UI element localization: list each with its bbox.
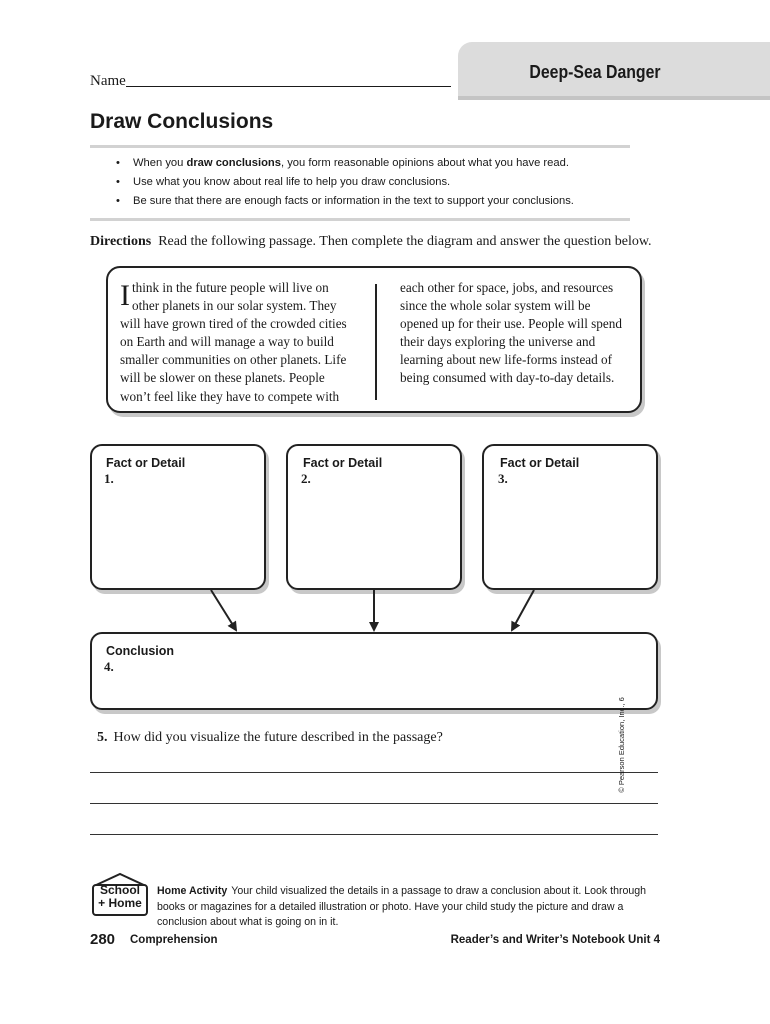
question-5: 5. How did you visualize the future described in the passage?	[97, 730, 443, 745]
page-number: 280	[90, 931, 116, 948]
bullet-item: • Use what you know about real life to help you draw conclusions.	[116, 173, 574, 192]
footer-section: Comprehension	[130, 934, 218, 946]
fact-box-2[interactable]: Fact or Detail 2.	[286, 444, 462, 590]
directions: Directions Read the following passage. Then complete the diagram and answer the question below.	[90, 234, 652, 249]
bullet-item: • Be sure that there are enough facts or information in the text to support your conclusions.	[116, 192, 574, 211]
answer-line[interactable]	[90, 772, 658, 773]
story-title: Deep-Sea Danger	[529, 62, 661, 82]
passage-right-column: each other for space, jobs, and resources since the whole solar system will be opened up for their use. People will spend their days exploring the universe and learning about new life-forms instead of being consumed with day-to-day details.	[400, 280, 622, 386]
fact-box-1[interactable]: Fact or Detail 1.	[90, 444, 266, 590]
arrow-3	[512, 590, 534, 630]
footer-book-title: Reader’s and Writer’s Notebook Unit 4	[450, 934, 660, 946]
school-home-logo: School + Home	[90, 872, 150, 916]
bullet-item: • When you draw conclusions, you form reasonable opinions about what you have read.	[116, 154, 574, 173]
page-title: Draw Conclusions	[90, 110, 274, 133]
answer-line[interactable]	[90, 803, 658, 804]
fact-box-3[interactable]: Fact or Detail 3.	[482, 444, 658, 590]
name-label: Name	[90, 73, 126, 89]
arrow-1	[211, 590, 236, 630]
drop-cap: I	[120, 279, 130, 312]
answer-line[interactable]	[90, 834, 658, 835]
passage-left-column: I think in the future people will live on other planets in our solar system. They will have grown tired of the crowded cities on Earth and will manage a way to build smaller communities on other planets. Life will be slower on these planets. People won’t feel like they have to compete with	[120, 279, 347, 404]
conclusion-box[interactable]: Conclusion 4.	[90, 632, 658, 710]
copyright-notice: © Pearson Education, Inc., 6	[617, 697, 626, 793]
home-activity-note: Home Activity Your child visualized the details in a passage to draw a conclusion about it. Look through books or magazines for a detailed illustration or photo. Have your child study the picture and draw a conclusion about what is going on in it.	[157, 885, 647, 928]
